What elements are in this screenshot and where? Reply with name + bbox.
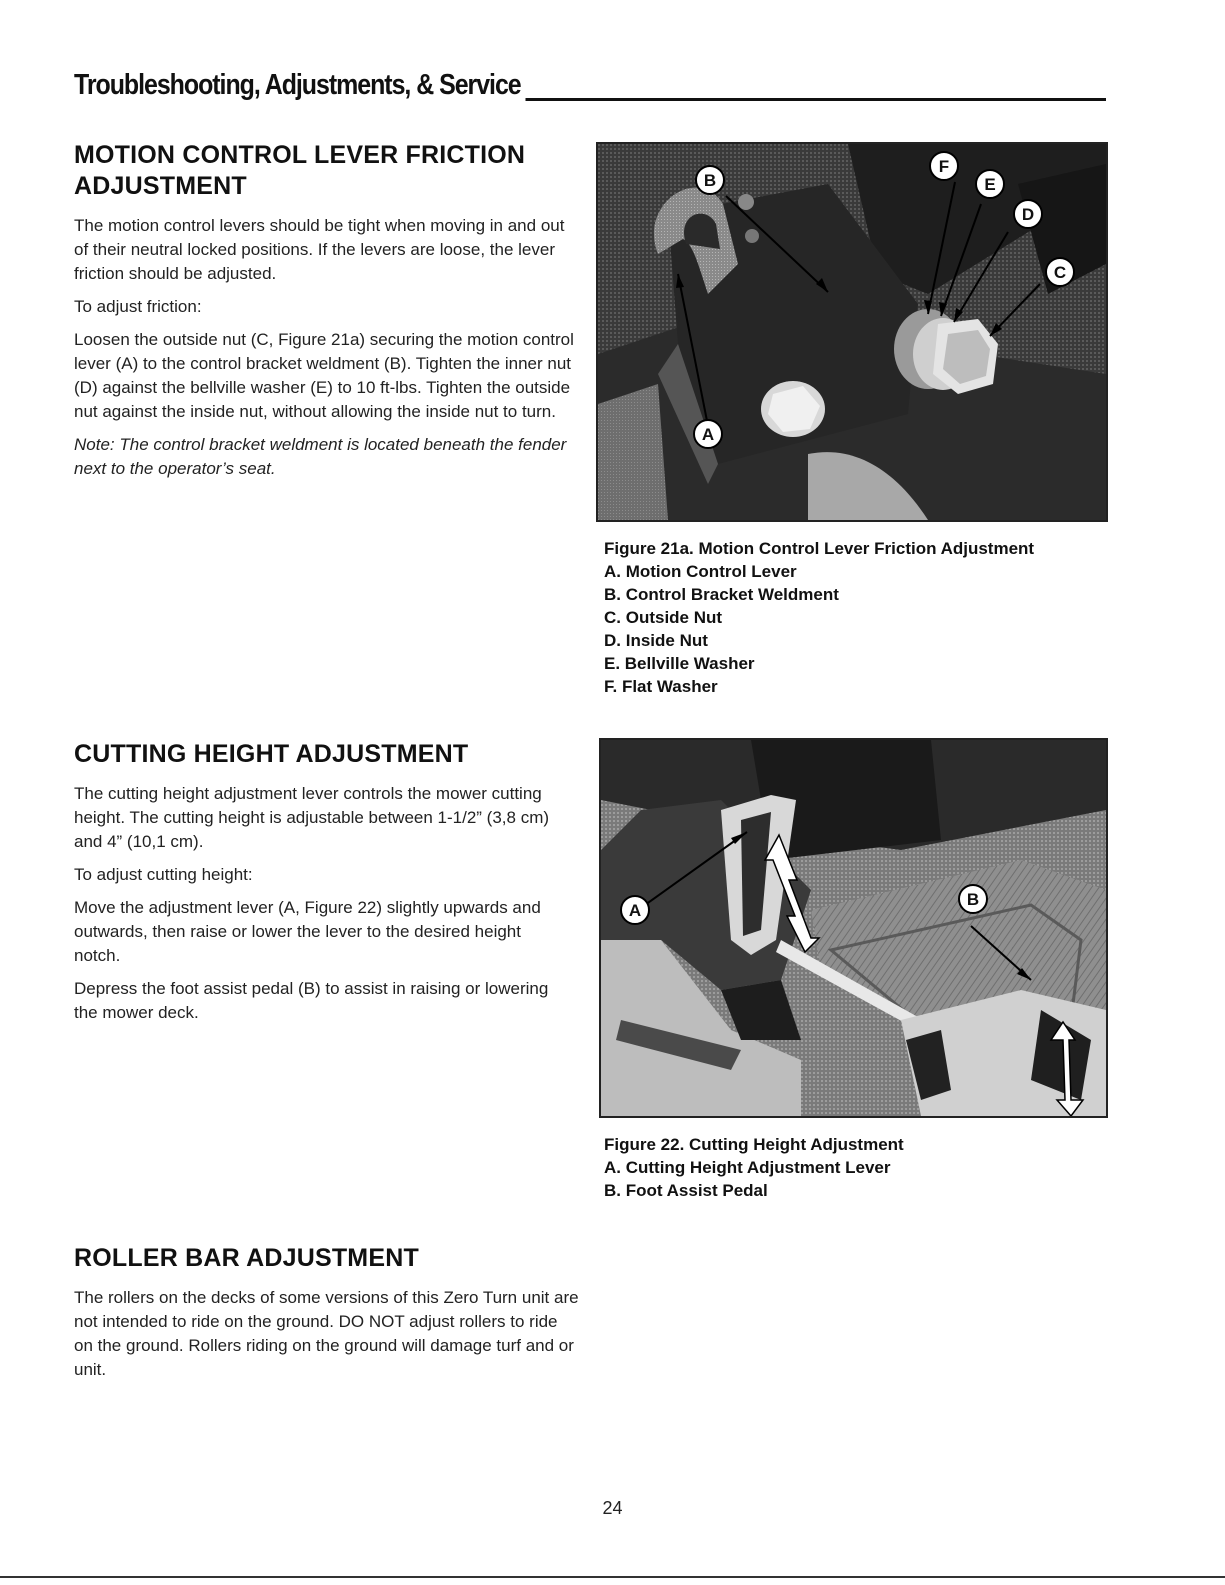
svg-text:E: E — [984, 175, 996, 194]
cutting-paragraph-4: Depress the foot assist pedal (B) to assist in raising or lowering the mower deck. — [74, 979, 549, 1022]
svg-text:A: A — [701, 425, 715, 444]
cutting-paragraph-1: The cutting height adjustment lever controls the mower cutting height. The cutting height is adjustable between 1-1/2” (3,8 cm) and 4” (10,1 cm). — [74, 784, 550, 851]
page-header-title: Troubleshooting, Adjustments, & Service — [74, 69, 526, 102]
svg-text:C: C — [1053, 263, 1067, 282]
figure-21a-caption-title: Figure 21a. Motion Control Lever Friction Adjustment — [604, 539, 1035, 558]
svg-text:A: A — [628, 901, 642, 920]
figure-21a-caption-item: B. Control Bracket Weldment — [604, 585, 839, 604]
figure-22-illustration — [601, 740, 1106, 1116]
figure-21a-callout-c — [1046, 258, 1074, 286]
figure-21a-callout-e — [976, 170, 1004, 198]
figure-21a-callout-f — [930, 152, 958, 180]
motion-paragraph-3: Loosen the outside nut (C, Figure 21a) securing the motion control lever (A) to the control bracket weldment (B). Tighten the inner nut (D) against the bellville washer (E) to 10 ft-lbs. Tighten the outside nut against the inside nut, without allowing the inside nut to turn. — [74, 330, 574, 421]
motion-paragraph-2: To adjust friction: — [74, 297, 202, 316]
figure-22-callout-b — [959, 885, 987, 913]
section-heading-cutting: CUTTING HEIGHT ADJUSTMENT — [74, 740, 469, 768]
motion-note: Note: The control bracket weldment is located beneath the fender next to the operator’s seat. — [74, 435, 567, 478]
section-roller-bar — [74, 1243, 579, 1391]
figure-21a-callout-a — [694, 420, 722, 448]
section-cutting-height — [74, 739, 564, 1034]
svg-text:F: F — [938, 157, 950, 176]
figure-21a-callout-d — [1014, 200, 1042, 228]
page-header — [74, 68, 1106, 104]
svg-text:D: D — [1021, 205, 1035, 224]
section-heading-roller: ROLLER BAR ADJUSTMENT — [74, 1244, 419, 1272]
bottom-rule — [0, 1576, 1225, 1578]
figure-21a-callout-b — [696, 166, 724, 194]
figure-21a-caption — [604, 537, 1124, 698]
figure-22-caption — [604, 1133, 1124, 1202]
cutting-paragraph-3: Move the adjustment lever (A, Figure 22) slightly upwards and outwards, then raise or lower the lever to the desired height notch. — [74, 898, 541, 965]
figure-21a-caption-item: A. Motion Control Lever — [604, 562, 797, 581]
section-heading-motion-line2: ADJUSTMENT — [74, 172, 247, 200]
figure-22-caption-item: A. Cutting Height Adjustment Lever — [604, 1158, 891, 1177]
section-motion-control — [74, 140, 574, 490]
figure-21a-caption-item: C. Outside Nut — [604, 608, 723, 627]
page-number: 24 — [602, 1498, 623, 1518]
svg-text:B: B — [966, 890, 980, 909]
cutting-paragraph-2: To adjust cutting height: — [74, 865, 253, 884]
figure-21a-illustration — [598, 144, 1106, 520]
motion-paragraph-1: The motion control levers should be tight when moving in and out of their neutral locked positions. If the levers are loose, the lever friction should be adjusted. — [74, 216, 565, 283]
section-heading-motion — [74, 140, 574, 202]
svg-text:B: B — [703, 171, 717, 190]
figure-22-caption-item: B. Foot Assist Pedal — [604, 1181, 768, 1200]
figure-22-photo — [599, 738, 1108, 1118]
figure-21a-caption-item: E. Bellville Washer — [604, 654, 755, 673]
figure-21a-photo — [596, 142, 1108, 522]
figure-21a-caption-item: F. Flat Washer — [604, 677, 718, 696]
section-heading-motion-line1: MOTION CONTROL LEVER FRICTION — [74, 141, 526, 169]
figure-22-caption-title: Figure 22. Cutting Height Adjustment — [604, 1135, 904, 1154]
figure-22-callout-a — [621, 896, 649, 924]
roller-paragraph-1: The rollers on the decks of some versions of this Zero Turn unit are not intended to ride on the ground. DO NOT adjust rollers to ride on the ground. Rollers riding on the ground will damage turf and or unit. — [74, 1288, 579, 1379]
figure-21a-caption-item: D. Inside Nut — [604, 631, 708, 650]
